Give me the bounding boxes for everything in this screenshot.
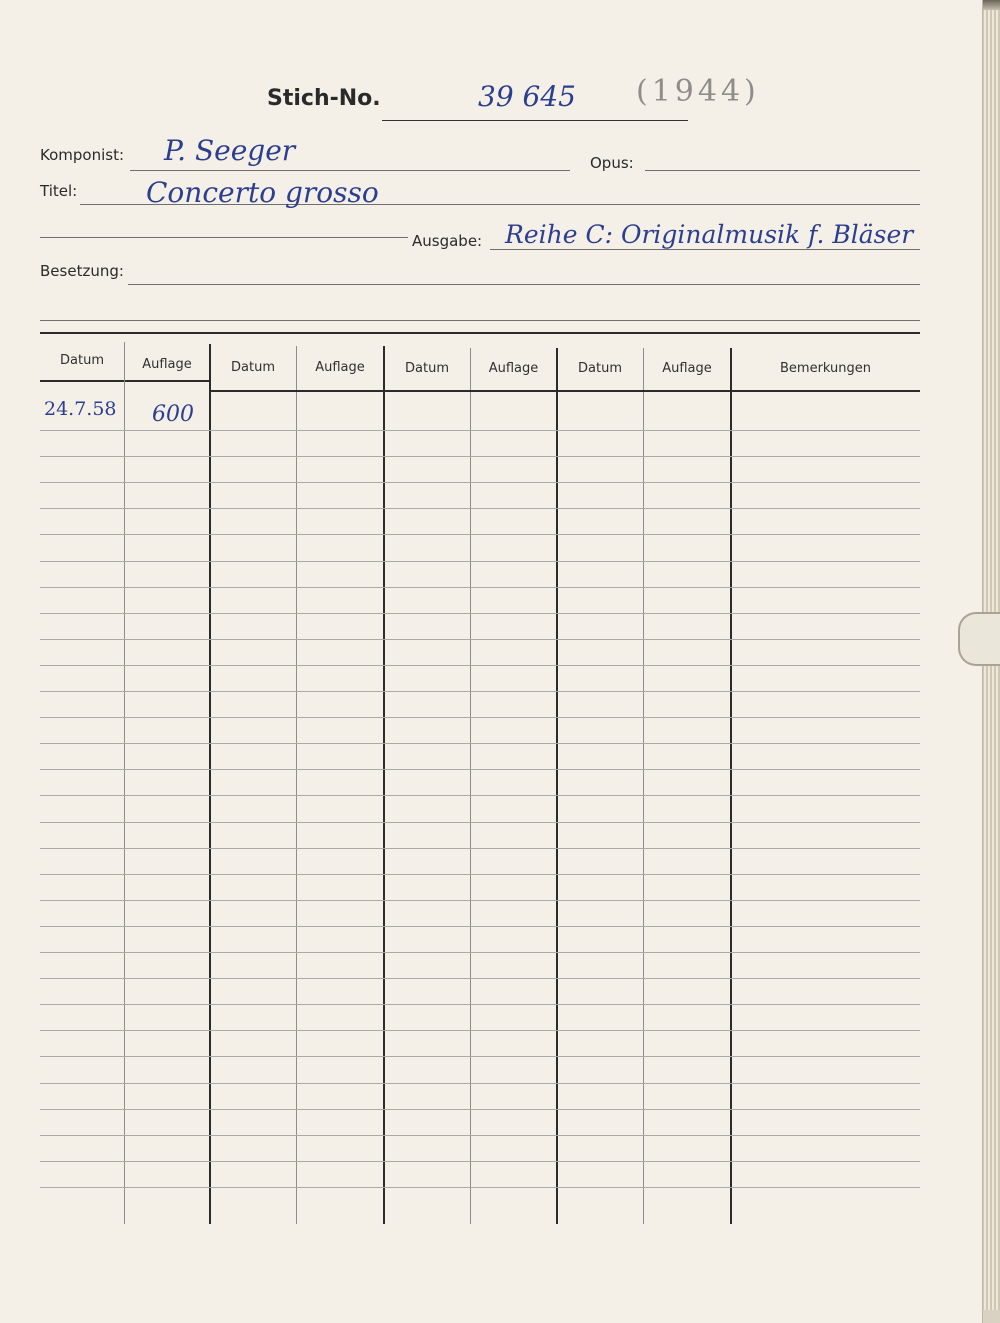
table-row-line <box>40 587 920 588</box>
table-header-rule <box>40 380 210 382</box>
stich-number-handwritten: 39 645 <box>478 80 576 113</box>
col-divider-7 <box>643 348 644 1224</box>
col-divider-2 <box>209 344 211 1224</box>
komponist-handwritten: P. Seeger <box>164 134 296 167</box>
table-row-line <box>40 665 920 666</box>
header-auflage-3: Auflage <box>488 361 539 376</box>
row-1-auflage: 600 <box>152 402 194 427</box>
table-row-line <box>40 1056 920 1057</box>
header-bemerkungen: Bemerkungen <box>779 361 872 376</box>
table-row-line <box>40 691 920 692</box>
table-row-line <box>40 900 920 901</box>
table-header-rule-2 <box>210 390 920 392</box>
col-divider-8 <box>730 348 732 1224</box>
table-row-line <box>40 456 920 457</box>
table-row-line <box>40 1135 920 1136</box>
ausgabe-label: Ausgabe: <box>412 232 483 250</box>
header-datum-1: Datum <box>60 353 104 368</box>
stich-no-label: Stich-No. <box>267 86 381 111</box>
table-row-line <box>40 639 920 640</box>
header-datum-3: Datum <box>405 361 449 376</box>
komponist-label: Komponist: <box>40 146 125 164</box>
ausgabe-handwritten: Reihe C: Originalmusik f. Bläser <box>505 220 914 249</box>
opus-label: Opus: <box>590 154 634 172</box>
table-row-line <box>40 1109 920 1110</box>
titel-label: Titel: <box>40 182 78 200</box>
header-datum-2: Datum <box>231 360 275 375</box>
table-row-line <box>40 1187 920 1188</box>
table-row-line <box>40 1030 920 1031</box>
table-row-line <box>40 482 920 483</box>
table-row-line <box>40 795 920 796</box>
index-tab <box>958 612 1000 666</box>
table-row-line <box>40 926 920 927</box>
col-divider-5 <box>470 348 471 1224</box>
table-row-line <box>40 978 920 979</box>
table-top-rule <box>40 332 920 334</box>
row-1-datum: 24.7.58 <box>44 398 117 420</box>
col-divider-6 <box>556 348 558 1224</box>
table-row-line <box>40 1083 920 1084</box>
besetzung-label: Besetzung: <box>40 262 124 280</box>
stich-year-pencil: (1944) <box>636 74 760 109</box>
col-divider-4 <box>383 346 385 1224</box>
col-divider-3 <box>296 346 297 1224</box>
table-row-line <box>40 874 920 875</box>
table-row-line <box>40 952 920 953</box>
col-divider-1 <box>124 342 125 1224</box>
titel-handwritten: Concerto grosso <box>146 176 379 209</box>
table-row-line <box>40 743 920 744</box>
table-row-line <box>40 1004 920 1005</box>
table-row-line <box>40 508 920 509</box>
table-row-line <box>40 822 920 823</box>
header-datum-4: Datum <box>578 361 622 376</box>
table-row-line <box>40 534 920 535</box>
header-auflage-4: Auflage <box>662 361 712 376</box>
table-row-line <box>40 430 920 431</box>
table-row-line <box>40 769 920 770</box>
table-row-line <box>40 613 920 614</box>
table-row-line <box>40 717 920 718</box>
table-row-line <box>40 561 920 562</box>
table-row-line <box>40 848 920 849</box>
header-auflage-1: Auflage <box>142 357 192 372</box>
header-auflage-2: Auflage <box>315 360 365 375</box>
table-row-line <box>40 1161 920 1162</box>
